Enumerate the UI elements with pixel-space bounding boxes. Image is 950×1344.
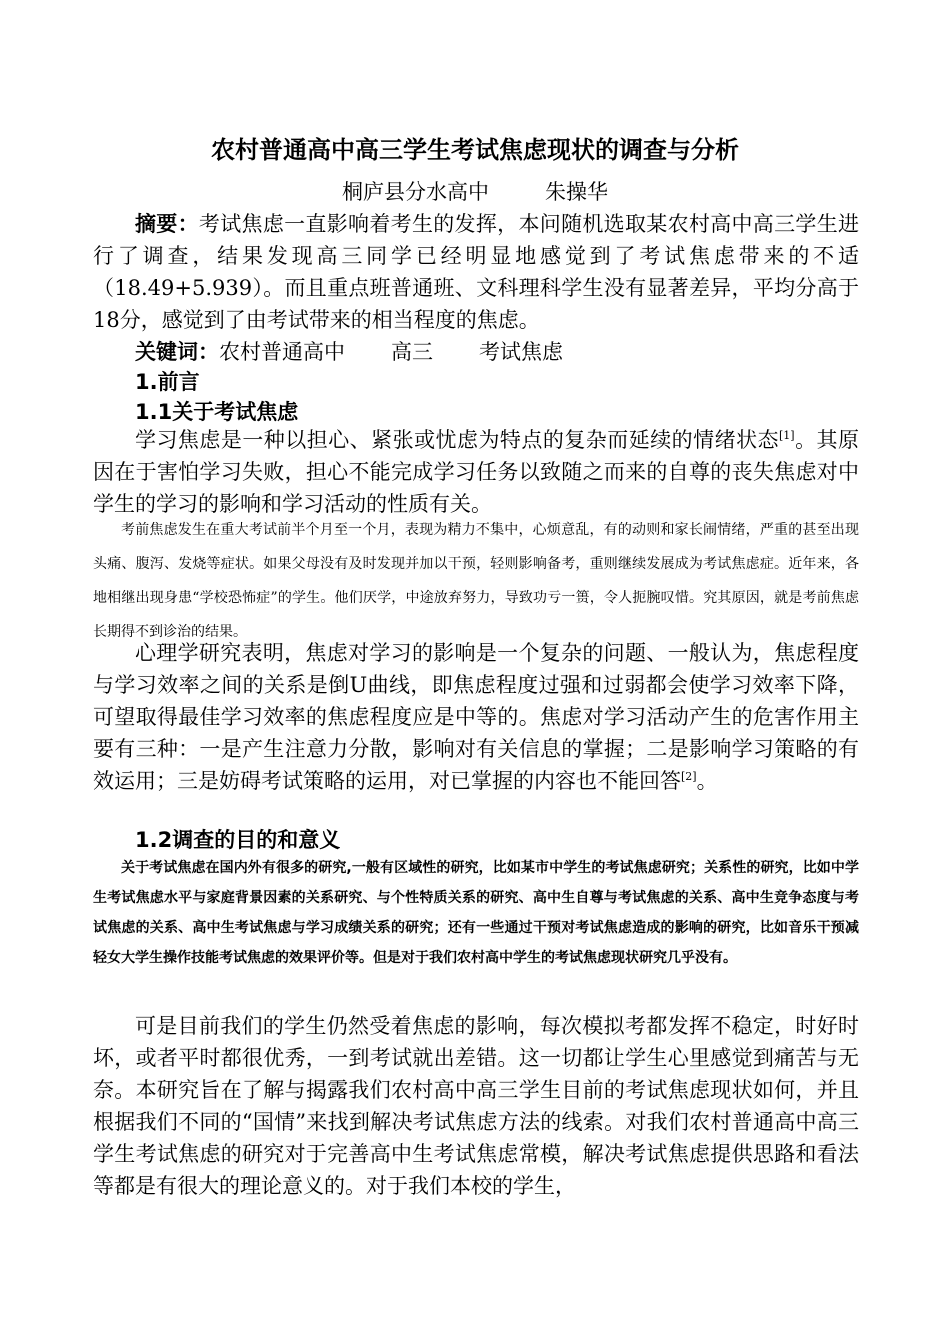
keyword: 农村普通高中 xyxy=(219,340,345,364)
keywords-label: 关键词： xyxy=(135,340,219,364)
paragraph-1-2-b xyxy=(93,1010,859,1202)
author-school: 桐庐县分水高中 xyxy=(342,180,489,204)
abstract-text: 考试焦虑一直影响着考生的发挥，本问随机选取某农村高中高三学生进行了调查，结果发现高三同学已经明显地感觉到了考试焦虑带来的不适（18.49+5.939）。而且重点班普通班、文科理科学生没有显著差异，平均分高于18分，感觉到了由考试带来的相当程度的焦虑。 xyxy=(93,212,860,332)
keyword: 考试焦虑 xyxy=(479,340,563,364)
paragraph-1-1-b xyxy=(93,513,859,649)
paper-title: 农村普通高中高三学生考试焦虑现状的调查与分析 xyxy=(211,136,739,164)
paragraph-text: 。其原因在于害怕学习失败，担心不能完成学习任务以致随之而来的自尊的丧失焦虑对中学生的学习的影响和学习活动的性质有关。 xyxy=(93,428,860,516)
abstract xyxy=(93,208,859,336)
paragraph-text: 可是目前我们的学生仍然受着焦虑的影响，每次模拟考都发挥不稳定，时好时坏，或者平时都很优秀，一到考试就出差错。这一切都让学生心里感觉到痛苦与无奈。本研究旨在了解与揭露我们农村高中高三学生目前的考试焦虑现状如何，并且根据我们不同的“国情”来找到解决考试焦虑方法的线索。对我们农村普通高中高三学生考试焦虑的研究对于完善高中生考试焦虑常模，解决考试焦虑提供思路和看法等都是有很大的理论意义的。对于我们本校的学生， xyxy=(93,1014,859,1198)
paragraph-1-1-a xyxy=(93,424,859,520)
citation: [1] xyxy=(779,429,795,442)
paragraph-text: 心理学研究表明，焦虑对学习的影响是一个复杂的问题、一般认为，焦虑程度与学习效率之间的关系是倒U曲线，即焦虑程度过强和过弱都会使学习效率下降，可望取得最佳学习效率的焦虑程度应是中等的。焦虑对学习活动产生的危害作用主要有三种：一是产生注意力分散，影响对有关信息的掌握；二是影响学习策略的有效运用；三是妨碍考试策略的运用，对已掌握的内容也不能回答 xyxy=(93,641,859,793)
abstract-label: 摘要： xyxy=(135,212,199,236)
paragraph-1-2-a xyxy=(93,853,859,973)
keywords xyxy=(135,336,563,368)
citation: [2] xyxy=(681,770,697,783)
keyword: 高三 xyxy=(391,340,433,364)
paragraph-1-1-c xyxy=(93,637,859,797)
paragraph-text: 关于考试焦虑在国内外有很多的研究,一般有区域性的研究，比如某市中学生的考试焦虑研究；关系性的研究，比如中学生考试焦虑水平与家庭背景因素的关系研究、与个性特质关系的研究、高中生自尊与考试焦虑的关系、高中生竞争态度与考试焦虑的关系、高中生考试焦虑与学习成绩关系的研究；还有一些通过干预对考试焦虑造成的影响的研究，比如音乐干预减轻女大学生操作技能考试焦虑的效果评价等。但是对于我们农村高中学生的考试焦虑现状研究几乎没有。 xyxy=(93,860,859,966)
section-heading-1-1: 1.1关于考试焦虑 xyxy=(135,400,299,424)
author-line xyxy=(0,176,950,208)
author-name: 朱操华 xyxy=(545,180,608,204)
paragraph-text: 考前焦虑发生在重大考试前半个月至一个月，表现为精力不集中，心烦意乱，有的动则和家长闹情绪，严重的甚至出现头痛、腹泻、发烧等症状。如果父母没有及时发现并加以干预，轻则影响备考，重则继续发展成为考试焦虑症。近年来，各地相继出现身患“学校恐怖症”的学生。他们厌学，中途放弃努力，导致功亏一篑，令人扼腕叹惜。究其原因，就是考前焦虑长期得不到诊治的结果。 xyxy=(93,522,859,640)
section-heading-1: 1.前言 xyxy=(135,370,200,394)
paragraph-text: 。 xyxy=(696,769,718,793)
section-heading-1-2: 1.2调查的目的和意义 xyxy=(135,828,341,852)
paragraph-text: 学习焦虑是一种以担心、紧张或忧虑为特点的复杂而延续的情绪状态 xyxy=(135,428,780,452)
